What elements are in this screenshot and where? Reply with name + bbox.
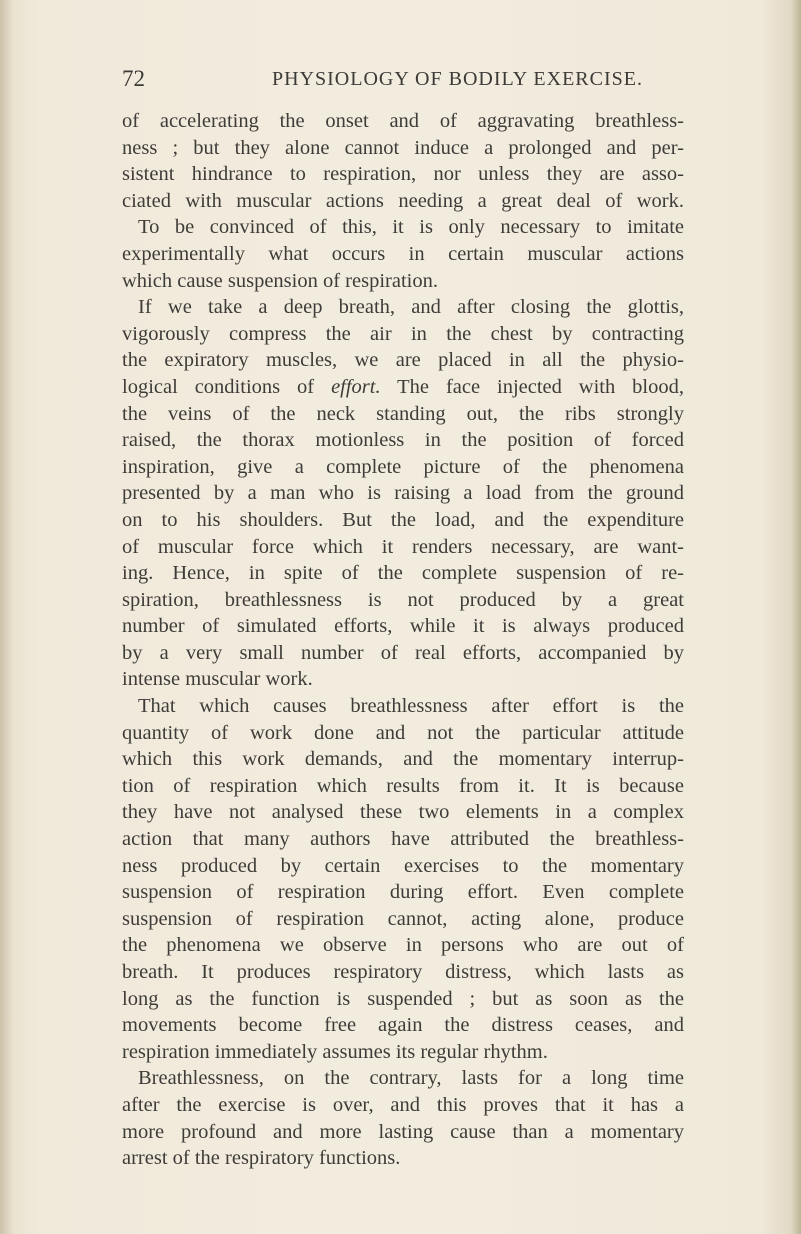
text-line: respiration immediately assumes its regular rhythm. bbox=[122, 1040, 548, 1063]
text-line: ness produced by certain exercises to the momentary bbox=[122, 854, 684, 877]
text-line: suspension of respiration during effort. Even complete bbox=[122, 881, 684, 904]
text-line: which cause suspension of respiration. bbox=[122, 269, 438, 292]
text-line: vigorously compress the air in the chest by contracting bbox=[122, 322, 684, 345]
text-line: by a very small number of real efforts, accompanied by bbox=[122, 641, 684, 664]
text-line: quantity of work done and not the particular attitude bbox=[122, 721, 684, 744]
text-line: the expiratory muscles, we are placed in all the physio- bbox=[122, 349, 684, 372]
text-line: sistent hindrance to respiration, nor unless they are asso- bbox=[122, 163, 684, 186]
text-fragment: The face injected with blood, bbox=[380, 375, 685, 398]
text-line: raised, the thorax motionless in the position of forced bbox=[122, 429, 684, 452]
text-fragment: logical conditions of bbox=[122, 375, 315, 398]
text-line: which this work demands, and the momentary interrup- bbox=[122, 748, 684, 771]
text-line: the veins of the neck standing out, the ribs strongly bbox=[122, 402, 684, 425]
text-line: on to his shoulders. But the load, and the expenditure bbox=[122, 508, 684, 531]
text-line: movements become free again the distress ceases, and bbox=[122, 1014, 684, 1037]
text-line: intense muscular work. bbox=[122, 668, 313, 691]
page-number: 72 bbox=[122, 66, 145, 91]
text-line: arrest of the respiratory functions. bbox=[122, 1147, 401, 1170]
text-line-with-italic bbox=[122, 374, 684, 401]
text-line: more profound and more lasting cause than a momentary bbox=[122, 1120, 684, 1143]
text-line: suspension of respiration cannot, acting alone, produce bbox=[122, 907, 684, 930]
text-line: action that many authors have attributed the breathless- bbox=[122, 828, 684, 851]
page-header bbox=[122, 66, 682, 96]
body-text bbox=[122, 108, 684, 1172]
text-line: That which causes breathlessness after effort is the bbox=[138, 695, 684, 718]
text-line: they have not analysed these two elements in a complex bbox=[122, 801, 684, 824]
text-line: ing. Hence, in spite of the complete suspension of re- bbox=[122, 562, 684, 585]
text-line: tion of respiration which results from it. It is because bbox=[122, 774, 684, 797]
text-line: If we take a deep breath, and after closing the glottis, bbox=[138, 296, 684, 319]
text-line: experimentally what occurs in certain muscular actions bbox=[122, 242, 684, 265]
text-line: spiration, breathlessness is not produced by a great bbox=[122, 588, 684, 611]
text-line: of accelerating the onset and of aggravating breathless- bbox=[122, 110, 684, 132]
text-line: presented by a man who is raising a load from the ground bbox=[122, 482, 684, 505]
text-line: number of simulated efforts, while it is always produced bbox=[122, 615, 684, 638]
text-line: ciated with muscular actions needing a great deal of work. bbox=[122, 189, 684, 212]
text-line: of muscular force which it renders necessary, are want- bbox=[122, 535, 684, 558]
text-line: Breathlessness, on the contrary, lasts for a long time bbox=[138, 1067, 684, 1090]
text-line: inspiration, give a complete picture of the phenomena bbox=[122, 455, 684, 478]
page-left-shadow bbox=[0, 0, 14, 1234]
text-line: after the exercise is over, and this proves that it has a bbox=[122, 1093, 684, 1116]
text-line: breath. It produces respiratory distress, which lasts as bbox=[122, 961, 684, 983]
text-line: ness ; but they alone cannot induce a prolonged and per- bbox=[122, 136, 684, 159]
text-line: To be convinced of this, it is only necessary to imitate bbox=[138, 216, 684, 239]
text-line: the phenomena we observe in persons who are out of bbox=[122, 934, 684, 957]
running-head: PHYSIOLOGY OF BODILY EXERCISE. bbox=[272, 68, 643, 90]
text-line: long as the function is suspended ; but as soon as the bbox=[122, 987, 684, 1010]
page-right-edge bbox=[791, 0, 801, 1234]
italic-term: effort. bbox=[331, 375, 381, 398]
